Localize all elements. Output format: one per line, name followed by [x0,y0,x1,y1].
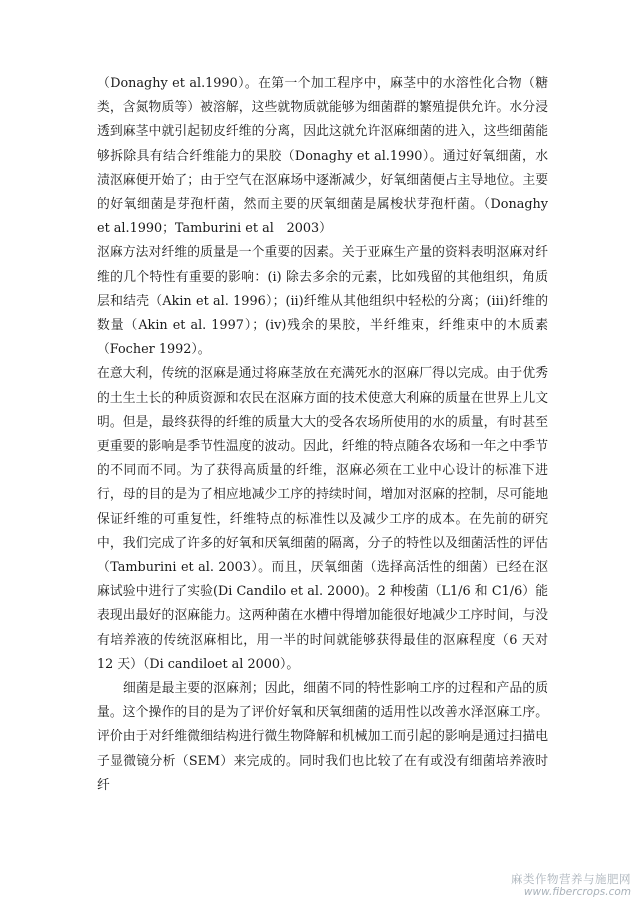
paragraph-4: 细菌是最主要的沤麻剂；因此，细菌不同的特性影响工序的过程和产品的质量。这个操作的目的是为了评价好氧和厌氧细菌的适用性以改善水泽沤麻工序。评价由于对纤维微细结构进行微生物降解和机械加工而引起的影响是通过扫描电子显微镜分析（SEM）来完成的。同时我们也比较了在有或没有细菌培养液时纤 [97,681,548,793]
watermark-url: www.fibercrops.com [523,886,631,898]
body-text [97,72,548,798]
paragraph-1: （Donaghy et al.1990）。在第一个加工程序中，麻茎中的水溶性化合物（糖类，含氮物质等）被溶解，这些就物质就能够为细菌群的繁殖提供允许。水分浸透到麻茎中就引起韧皮纤维的分离，因此这就允许沤麻细菌的进入，这些细菌能够拆除具有结合纤维能力的果胶（Donaghy et al.1990）。通过好氧细菌，水渍沤麻便开始了；由于空气在沤麻场中逐渐减少，好氧细菌便占主导地位。主要的好氧细菌是芽孢杆菌，然而主要的厌氧细菌是属梭状芽孢杆菌。（Donaghy et al.1990；Tamburini et al 2003） [97,76,548,237]
watermark [511,873,631,899]
watermark-site-name: 麻类作物营养与施肥网 [511,872,631,886]
paragraph-2: 沤麻方法对纤维的质量是一个重要的因素。关于亚麻生产量的资料表明沤麻对纤维的几个特性有重要的影响：(i) 除去多余的元素，比如残留的其他组织，角质层和结壳（Akin et al. 1996）；(ii)纤维从其他组织中轻松的分离；(iii)纤维的数量（Akin et al. 1997）；(iv)残余的果胶，半纤维束，纤维束中的木质素（Focher 1992）。 [97,245,548,358]
paragraph-3: 在意大利，传统的沤麻是通过将麻茎放在充满死水的沤麻厂得以完成。由于优秀的土生土长的种质资源和农民在沤麻方面的技术使意大利麻的质量在世界上儿文明。但是，最终获得的纤维的质量大大的受各农场所使用的水的质量，有时甚至更重要的影响是季节性温度的波动。因此，纤维的特点随各农场和一年之中季节的不同而不同。为了获得高质量的纤维，沤麻必须在工业中心设计的标准下进行，母的目的是为了相应地减少工序的持续时间，增加对沤麻的控制，尽可能地保证纤维的可重复性，纤维特点的标准性以及减少工序的成本。在先前的研究中，我们完成了许多的好氧和厌氧细菌的隔离，分子的特性以及细菌活性的评估（Tamburini et al. 2003）。而且，厌氧细菌（选择高活性的细菌）已经在沤麻试验中进行了实验(Di Candilo et al. 2000)。2 种梭菌（L1/6 和 C1/6）能表现出最好的沤麻能力。这两种菌在水槽中得增加能很好地减少工序时间，与没有培养液的传统沤麻相比，用一半的时间就能够获得最佳的沤麻程度（6 天对 12 天）（Di candiloet al 2000）。 [97,366,548,672]
